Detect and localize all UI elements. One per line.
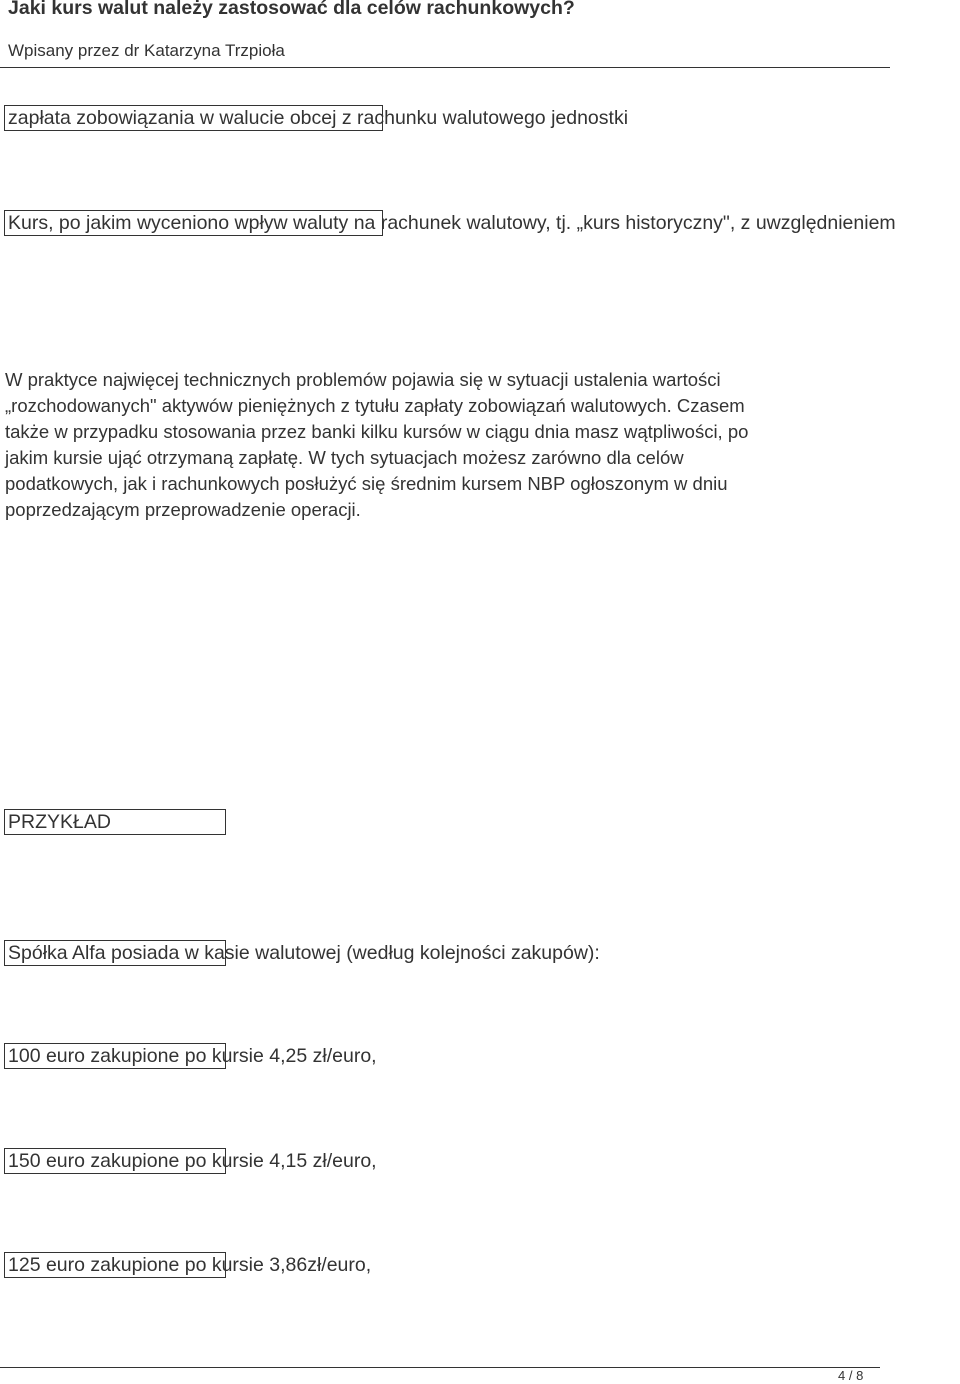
- paragraph-line: W praktyce najwięcej technicznych problemów pojawia się w sytuacji ustalenia wartości: [5, 369, 721, 390]
- paragraph-line: poprzedzającym przeprowadzenie operacji.: [5, 499, 361, 520]
- purchase-line: 100 euro zakupione po kursie 4,25 zł/euro,: [8, 1045, 377, 1067]
- example-intro: Spółka Alfa posiada w kasie walutowej (według kolejności zakupów):: [8, 942, 600, 964]
- footer-divider: [0, 1367, 880, 1368]
- page-number: 4 / 8: [838, 1368, 864, 1383]
- text-line-rate: Kurs, po jakim wyceniono wpływ waluty na rachunek walutowy, tj. „kurs historyczny", z uwzględnieniem: [8, 212, 896, 234]
- paragraph-line: „rozchodowanych" aktywów pieniężnych z tytułu zapłaty zobowiązań walutowych. Czasem: [5, 395, 745, 416]
- author-line: Wpisany przez dr Katarzyna Trzpioła: [8, 41, 285, 60]
- example-heading: PRZYKŁAD: [8, 811, 111, 833]
- body-paragraph: [5, 367, 865, 523]
- header-divider: [0, 67, 890, 68]
- purchase-line: 150 euro zakupione po kursie 4,15 zł/euro,: [8, 1150, 377, 1172]
- text-line-payment: zapłata zobowiązania w walucie obcej z rachunku walutowego jednostki: [8, 107, 629, 129]
- purchase-line: 125 euro zakupione po kursie 3,86zł/euro,: [8, 1254, 372, 1276]
- page-title: Jaki kurs walut należy zastosować dla celów rachunkowych?: [8, 0, 575, 19]
- paragraph-line: jakim kursie ująć otrzymaną zapłatę. W tych sytuacjach możesz zarówno dla celów: [5, 447, 684, 468]
- paragraph-line: podatkowych, jak i rachunkowych posłużyć się średnim kursem NBP ogłoszonym w dniu: [5, 473, 728, 494]
- paragraph-line: także w przypadku stosowania przez banki kilku kursów w ciągu dnia masz wątpliwości, po: [5, 421, 749, 442]
